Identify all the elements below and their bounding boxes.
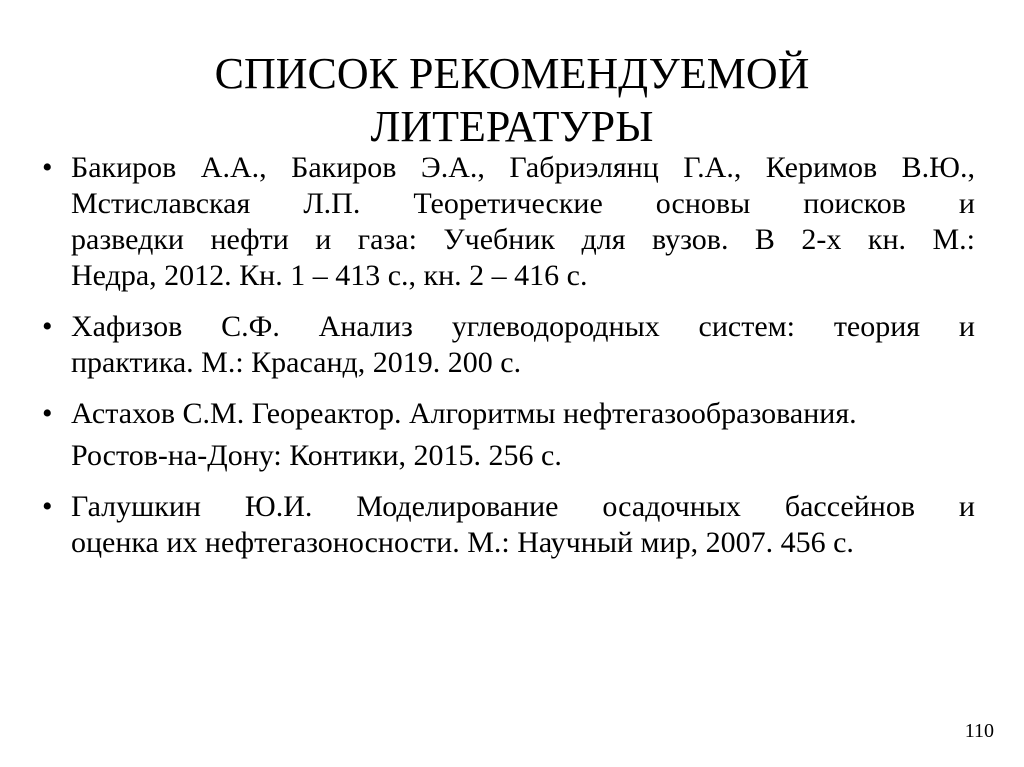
reference-list [40, 150, 975, 576]
reference-1-line-3: разведки нефти и газа: Учебник для вузов. В 2-х кн. М.: [71, 223, 975, 256]
reference-2-line-1: Хафизов С.Ф. Анализ углеводородных систем: теория и [71, 310, 975, 343]
reference-item-1 [40, 150, 975, 294]
reference-3-line-2: Ростов-на-Дону: Контики, 2015. 256 с. [71, 439, 562, 472]
reference-item-4 [40, 489, 975, 561]
reference-1-line-4: Недра, 2012. Кн. 1 – 413 с., кн. 2 – 416 с. [71, 259, 588, 292]
bullet-icon: • [42, 310, 53, 343]
reference-item-2 [40, 309, 975, 381]
bullet-icon: • [42, 490, 53, 523]
slide-title [0, 47, 1024, 153]
slide-title-line-2: ЛИТЕРАТУРЫ [370, 102, 654, 152]
reference-1-line-2: Мстиславская Л.П. Теоретические основы поисков и [71, 187, 975, 220]
bullet-icon: • [42, 151, 53, 184]
reference-2-line-2: практика. М.: Красанд, 2019. 200 с. [71, 346, 522, 379]
reference-4-line-1: Галушкин Ю.И. Моделирование осадочных бассейнов и [71, 490, 975, 523]
bullet-icon: • [42, 397, 53, 430]
reference-item-3 [40, 396, 975, 474]
page-number: 110 [964, 720, 994, 742]
slide-title-line-1: СПИСОК РЕКОМЕНДУЕМОЙ [214, 49, 810, 99]
reference-4-line-2: оценка их нефтегазоносности. М.: Научный мир, 2007. 456 с. [71, 526, 854, 559]
reference-1-line-1: Бакиров А.А., Бакиров Э.А., Габриэлянц Г.А., Керимов В.Ю., [71, 151, 975, 184]
reference-3-line-1: Астахов С.М. Геореактор. Алгоритмы нефтегазообразования. [71, 397, 857, 430]
